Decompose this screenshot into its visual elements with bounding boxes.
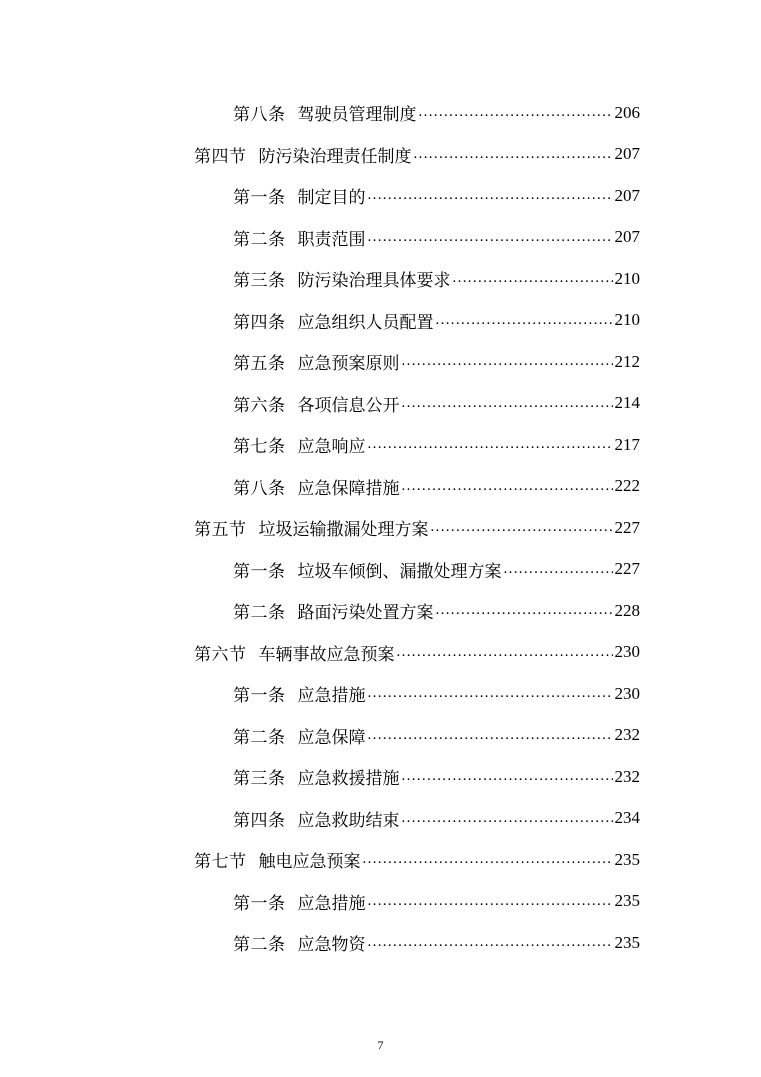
- toc-article-entry: [0, 673, 640, 715]
- toc-entry-page: 217: [614, 434, 640, 454]
- toc-article-entry: [0, 92, 640, 134]
- toc-entry-page: 210: [614, 268, 640, 288]
- toc-entry-number: 第八条: [233, 478, 286, 499]
- toc-entry-title: 触电应急预案: [258, 852, 361, 873]
- toc-entry-number: 第一条: [233, 893, 286, 914]
- toc-entry-page: 206: [614, 102, 640, 122]
- toc-dot-leader: [402, 353, 613, 370]
- toc-entry-page: 232: [614, 725, 640, 745]
- toc-article-entry: [0, 922, 640, 964]
- toc-entry-number: 第四条: [233, 810, 286, 831]
- toc-entry-number: 第二条: [233, 603, 286, 624]
- toc-entry-title: 应急措施: [297, 686, 366, 707]
- toc-entry-page: 228: [614, 600, 640, 620]
- toc-entry-number: 第五节: [194, 520, 247, 541]
- toc-dot-leader: [402, 768, 613, 785]
- toc-section-entry: [0, 839, 640, 881]
- toc-dot-leader: [397, 644, 613, 661]
- toc-entry-title: 路面污染处置方案: [297, 603, 434, 624]
- toc-dot-leader: [414, 146, 613, 163]
- toc-entry-page: 227: [614, 517, 640, 537]
- toc-entry-title: 应急救援措施: [297, 769, 400, 790]
- toc-entry-number: 第七节: [194, 852, 247, 873]
- toc-article-entry: [0, 590, 640, 632]
- toc-dot-leader: [419, 104, 613, 121]
- toc-dot-leader: [363, 851, 613, 868]
- toc-article-entry: [0, 466, 640, 508]
- toc-dot-leader: [368, 893, 613, 910]
- toc-entry-number: 第一条: [233, 188, 286, 209]
- toc-dot-leader: [368, 187, 613, 204]
- toc-entry-title: 车辆事故应急预案: [258, 644, 395, 665]
- toc-dot-leader: [368, 685, 613, 702]
- toc-entry-number: 第一条: [233, 561, 286, 582]
- toc-dot-leader: [431, 519, 613, 536]
- toc-entry-page: 230: [614, 683, 640, 703]
- toc-entry-title: 防污染治理具体要求: [297, 271, 451, 292]
- toc-dot-leader: [504, 561, 613, 578]
- toc-entry-title: 应急保障措施: [297, 478, 400, 499]
- toc-article-entry: [0, 258, 640, 300]
- toc-entry-page: 235: [614, 932, 640, 952]
- toc-article-entry: [0, 383, 640, 425]
- toc-entry-number: 第六节: [194, 644, 247, 665]
- toc-entry-title: 垃圾车倾倒、漏撒处理方案: [297, 561, 502, 582]
- toc-entry-number: 第五条: [233, 354, 286, 375]
- toc-dot-leader: [402, 395, 613, 412]
- toc-entry-page: 230: [614, 642, 640, 662]
- page-number: 7: [377, 1038, 384, 1052]
- toc-entry-number: 第一条: [233, 686, 286, 707]
- toc-article-entry: [0, 300, 640, 342]
- toc-article-entry: [0, 715, 640, 757]
- toc-entry-number: 第四条: [233, 312, 286, 333]
- toc-article-entry: [0, 798, 640, 840]
- toc-dot-leader: [368, 436, 613, 453]
- toc-article-entry: [0, 549, 640, 591]
- toc-entry-number: 第二条: [233, 229, 286, 250]
- toc-article-entry: [0, 217, 640, 259]
- toc-entry-title: 垃圾运输撒漏处理方案: [258, 520, 429, 541]
- toc-entry-number: 第七条: [233, 437, 286, 458]
- toc-article-entry: [0, 881, 640, 923]
- toc-entry-number: 第六条: [233, 395, 286, 416]
- toc-article-entry: [0, 424, 640, 466]
- toc-entry-title: 应急保障: [297, 727, 366, 748]
- toc-entry-page: 227: [614, 559, 640, 579]
- toc-entry-number: 第八条: [233, 105, 286, 126]
- toc-entry-page: 212: [614, 351, 640, 371]
- toc-article-entry: [0, 341, 640, 383]
- toc-entry-title: 应急救助结束: [297, 810, 400, 831]
- toc-dot-leader: [368, 229, 613, 246]
- toc-entry-title: 制定目的: [297, 188, 366, 209]
- toc-entry-title: 应急预案原则: [297, 354, 400, 375]
- toc-entry-page: 235: [614, 891, 640, 911]
- toc-entry-page: 214: [614, 393, 640, 413]
- toc-entry-page: 234: [614, 808, 640, 828]
- toc-dot-leader: [368, 727, 613, 744]
- toc-section-entry: [0, 134, 640, 176]
- toc-entry-title: 驾驶员管理制度: [297, 105, 417, 126]
- toc-dot-leader: [436, 602, 613, 619]
- toc-entry-page: 210: [614, 310, 640, 330]
- toc-section-entry: [0, 507, 640, 549]
- toc-entry-title: 应急组织人员配置: [297, 312, 434, 333]
- toc-entry-number: 第三条: [233, 271, 286, 292]
- toc-dot-leader: [453, 270, 613, 287]
- toc-entry-number: 第二条: [233, 935, 286, 956]
- toc-entry-number: 第四节: [194, 146, 247, 167]
- toc-dot-leader: [402, 478, 613, 495]
- toc-dot-leader: [436, 312, 613, 329]
- toc-entry-number: 第三条: [233, 769, 286, 790]
- toc-entry-title: 防污染治理责任制度: [258, 146, 412, 167]
- toc-dot-leader: [368, 934, 613, 951]
- toc-entry-title: 应急物资: [297, 935, 366, 956]
- toc-entry-title: 应急响应: [297, 437, 366, 458]
- toc-article-entry: [0, 175, 640, 217]
- table-of-contents: [0, 92, 761, 964]
- toc-entry-page: 207: [614, 185, 640, 205]
- toc-entry-page: 207: [614, 144, 640, 164]
- toc-dot-leader: [402, 810, 613, 827]
- toc-article-entry: [0, 756, 640, 798]
- toc-entry-number: 第二条: [233, 727, 286, 748]
- toc-entry-page: 232: [614, 766, 640, 786]
- toc-entry-title: 各项信息公开: [297, 395, 400, 416]
- toc-entry-title: 应急措施: [297, 893, 366, 914]
- toc-entry-page: 207: [614, 227, 640, 247]
- toc-entry-page: 235: [614, 849, 640, 869]
- toc-entry-page: 222: [614, 476, 640, 496]
- toc-entry-title: 职责范围: [297, 229, 366, 250]
- toc-section-entry: [0, 632, 640, 674]
